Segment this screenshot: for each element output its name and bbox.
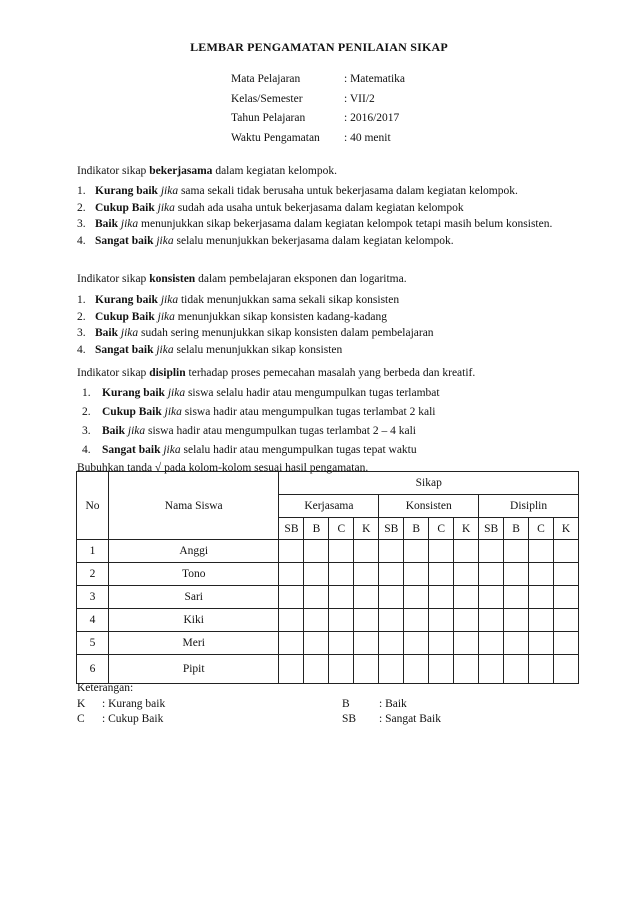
table-row bbox=[77, 563, 579, 586]
legend bbox=[77, 681, 497, 727]
header-no: No bbox=[77, 472, 109, 540]
legend-key: K bbox=[77, 698, 86, 710]
checkmark-cell[interactable] bbox=[329, 655, 354, 684]
checkmark-cell[interactable] bbox=[354, 609, 379, 632]
legend-key: C bbox=[77, 713, 85, 725]
checkmark-cell[interactable] bbox=[404, 540, 429, 563]
meta-value: : VII/2 bbox=[344, 92, 375, 105]
checkmark-cell[interactable] bbox=[404, 563, 429, 586]
checkmark-cell[interactable] bbox=[279, 655, 304, 684]
meta-value: : Matematika bbox=[344, 73, 405, 85]
checkmark-cell[interactable] bbox=[553, 586, 578, 609]
checkmark-cell[interactable] bbox=[404, 655, 429, 684]
indicator-konsisten bbox=[77, 271, 579, 358]
item-number: 2. bbox=[77, 201, 86, 214]
item-level: Sangat baik bbox=[102, 444, 161, 456]
item-text: sudah sering menunjukkan sikap konsisten dalam pembelajaran bbox=[138, 327, 434, 339]
checkmark-cell[interactable] bbox=[279, 563, 304, 586]
header-level: B bbox=[404, 518, 429, 540]
checkmark-cell[interactable] bbox=[379, 609, 404, 632]
table-body bbox=[77, 540, 579, 684]
checkmark-cell[interactable] bbox=[354, 586, 379, 609]
checkmark-cell[interactable] bbox=[304, 586, 329, 609]
checkmark-cell[interactable] bbox=[429, 655, 454, 684]
item-text: sudah ada usaha untuk bekerjasama dalam kegiatan kelompok bbox=[174, 201, 464, 214]
header-level: K bbox=[454, 518, 479, 540]
checkmark-cell[interactable] bbox=[379, 655, 404, 684]
checkmark-cell[interactable] bbox=[279, 586, 304, 609]
item-number: 2. bbox=[82, 406, 91, 418]
item-number: 1. bbox=[77, 185, 86, 197]
meta-value: : 40 menit bbox=[344, 131, 391, 144]
heading-prefix: Indikator sikap bbox=[77, 367, 150, 379]
legend-row bbox=[77, 712, 497, 727]
list-item bbox=[82, 403, 579, 422]
cell-student-name: Sari bbox=[108, 586, 279, 609]
list-item bbox=[77, 216, 579, 233]
header-level: SB bbox=[479, 518, 504, 540]
list-item bbox=[77, 183, 579, 200]
list-item bbox=[82, 384, 579, 403]
item-jika: jika bbox=[160, 444, 181, 456]
heading-suffix: dalam pembelajaran eksponen dan logaritma. bbox=[195, 273, 407, 285]
item-text: siswa selalu hadir atau mengumpulkan tugas terlambat bbox=[185, 387, 440, 399]
checkmark-cell[interactable] bbox=[429, 609, 454, 632]
checkmark-cell[interactable] bbox=[529, 632, 554, 655]
checkmark-cell[interactable] bbox=[279, 609, 304, 632]
heading-suffix: dalam kegiatan kelompok. bbox=[212, 165, 337, 177]
checkmark-cell[interactable] bbox=[479, 609, 504, 632]
checkmark-cell[interactable] bbox=[354, 563, 379, 586]
header-level: C bbox=[429, 518, 454, 540]
page-title: LEMBAR PENGAMATAN PENILAIAN SIKAP bbox=[190, 40, 448, 54]
legend-key: SB bbox=[342, 713, 357, 725]
checkmark-cell[interactable] bbox=[529, 609, 554, 632]
heading-suffix: terhadap proses pemecahan masalah yang berbeda dan kreatif. bbox=[185, 367, 476, 379]
cell-no: 3 bbox=[77, 586, 109, 609]
item-level: Kurang baik bbox=[95, 185, 158, 197]
header-group: Kerjasama bbox=[279, 495, 379, 518]
checkmark-cell[interactable] bbox=[379, 586, 404, 609]
item-jika: jika bbox=[164, 387, 186, 399]
cell-no: 6 bbox=[77, 655, 109, 684]
list-item bbox=[77, 233, 579, 250]
item-number: 4. bbox=[82, 444, 91, 456]
item-jika: jika bbox=[118, 327, 139, 339]
item-number: 1. bbox=[82, 387, 91, 399]
legend-title: Keterangan: bbox=[77, 682, 134, 694]
heading-keyword: disiplin bbox=[149, 367, 186, 379]
meta-row bbox=[231, 109, 405, 129]
cell-student-name: Kiki bbox=[108, 609, 279, 632]
checkmark-cell[interactable] bbox=[329, 586, 354, 609]
header-group: Konsisten bbox=[379, 495, 479, 518]
checkmark-cell[interactable] bbox=[553, 540, 578, 563]
list-item bbox=[77, 200, 579, 217]
item-number: 3. bbox=[77, 327, 86, 339]
item-text: sama sekali tidak berusaha untuk bekerjasama dalam kegiatan kelompok. bbox=[178, 185, 518, 197]
item-jika: jika bbox=[153, 343, 174, 356]
item-jika: jika bbox=[125, 425, 146, 437]
checkmark-cell[interactable] bbox=[354, 655, 379, 684]
meta-row bbox=[231, 129, 405, 149]
checkmark-cell[interactable] bbox=[529, 563, 554, 586]
legend-value: : Baik bbox=[379, 698, 407, 710]
header-sikap: Sikap bbox=[279, 472, 579, 495]
checkmark-cell[interactable] bbox=[304, 632, 329, 655]
checkmark-cell[interactable] bbox=[553, 632, 578, 655]
checkmark-cell[interactable] bbox=[404, 586, 429, 609]
meta-row bbox=[231, 90, 405, 110]
checkmark-cell[interactable] bbox=[479, 586, 504, 609]
item-text: menunjukkan sikap bekerjasama dalam kegiatan kelompok tetapi masih belum konsisten. bbox=[138, 218, 553, 230]
header-level: B bbox=[304, 518, 329, 540]
header-level: K bbox=[354, 518, 379, 540]
table-row bbox=[77, 609, 579, 632]
item-text: siswa hadir atau mengumpulkan tugas terlambat 2 – 4 kali bbox=[145, 425, 416, 437]
checkmark-cell[interactable] bbox=[553, 655, 578, 684]
checkmark-cell[interactable] bbox=[479, 632, 504, 655]
heading-prefix: Indikator sikap bbox=[77, 165, 150, 177]
item-text: menunjukkan sikap konsisten kadang-kadang bbox=[174, 310, 387, 323]
cell-student-name: Meri bbox=[108, 632, 279, 655]
checkmark-cell[interactable] bbox=[504, 609, 529, 632]
checkmark-cell[interactable] bbox=[329, 540, 354, 563]
meta-row bbox=[231, 70, 405, 90]
checkmark-cell[interactable] bbox=[479, 655, 504, 684]
checkmark-cell[interactable] bbox=[454, 655, 479, 684]
meta-key: Waktu Pengamatan bbox=[231, 131, 320, 144]
table-header-row bbox=[77, 472, 579, 495]
item-jika: jika bbox=[161, 406, 182, 418]
cell-student-name: Tono bbox=[108, 563, 279, 586]
checkmark-cell[interactable] bbox=[379, 540, 404, 563]
legend-value: : Kurang baik bbox=[102, 698, 166, 710]
item-text: selalu menunjukkan bekerjasama dalam kegiatan kelompok. bbox=[173, 234, 454, 247]
item-number: 3. bbox=[77, 218, 86, 230]
indicator-heading bbox=[77, 163, 579, 180]
item-number: 2. bbox=[77, 310, 86, 323]
cell-no: 2 bbox=[77, 563, 109, 586]
checkmark-cell[interactable] bbox=[479, 563, 504, 586]
item-level: Sangat baik bbox=[95, 234, 154, 247]
checkmark-cell[interactable] bbox=[279, 632, 304, 655]
checkmark-cell[interactable] bbox=[429, 632, 454, 655]
checkmark-cell[interactable] bbox=[329, 609, 354, 632]
list-item bbox=[77, 342, 579, 359]
checkmark-cell[interactable] bbox=[304, 609, 329, 632]
checkmark-cell[interactable] bbox=[454, 586, 479, 609]
item-level: Sangat baik bbox=[95, 343, 154, 356]
checkmark-cell[interactable] bbox=[354, 632, 379, 655]
heading-keyword: konsisten bbox=[149, 273, 196, 285]
checkmark-cell[interactable] bbox=[429, 586, 454, 609]
checkmark-cell[interactable] bbox=[304, 540, 329, 563]
checkmark-cell[interactable] bbox=[454, 540, 479, 563]
indicator-bekerjasama bbox=[77, 163, 579, 249]
checkmark-cell[interactable] bbox=[504, 586, 529, 609]
header-level: C bbox=[529, 518, 554, 540]
checkmark-cell[interactable] bbox=[429, 563, 454, 586]
indicator-disiplin bbox=[77, 365, 579, 477]
checkmark-cell[interactable] bbox=[429, 540, 454, 563]
item-number: 4. bbox=[77, 234, 86, 247]
header-level: SB bbox=[279, 518, 304, 540]
cell-student-name: Pipit bbox=[108, 655, 279, 684]
observation-table bbox=[76, 471, 579, 684]
list-item bbox=[77, 292, 579, 309]
checkmark-cell[interactable] bbox=[404, 609, 429, 632]
item-jika: jika bbox=[157, 294, 179, 306]
item-level: Cukup Baik bbox=[95, 310, 155, 323]
cell-no: 5 bbox=[77, 632, 109, 655]
item-text: tidak menunjukkan sama sekali sikap konsisten bbox=[178, 294, 400, 306]
header-name: Nama Siswa bbox=[108, 472, 279, 540]
checkmark-cell[interactable] bbox=[304, 655, 329, 684]
item-jika: jika bbox=[157, 185, 179, 197]
cell-student-name: Anggi bbox=[108, 540, 279, 563]
meta-value: : 2016/2017 bbox=[344, 112, 400, 124]
table-row bbox=[77, 655, 579, 684]
item-level: Kurang baik bbox=[95, 294, 158, 306]
item-level: Kurang baik bbox=[102, 387, 165, 399]
heading-prefix: Indikator sikap bbox=[77, 273, 150, 285]
checkmark-cell[interactable] bbox=[553, 609, 578, 632]
item-level: Baik bbox=[95, 327, 119, 339]
list-item bbox=[82, 441, 579, 460]
checkmark-cell[interactable] bbox=[279, 540, 304, 563]
table-row bbox=[77, 540, 579, 563]
legend-value: : Sangat Baik bbox=[379, 713, 441, 725]
checkmark-cell[interactable] bbox=[454, 632, 479, 655]
list-item bbox=[77, 325, 579, 342]
checkmark-cell[interactable] bbox=[329, 563, 354, 586]
checkmark-cell[interactable] bbox=[529, 540, 554, 563]
item-jika: jika bbox=[154, 310, 175, 323]
item-number: 1. bbox=[77, 294, 86, 306]
instruction: Bubuhkan tanda √ pada kolom-kolom sesuai hasil pengamatan. bbox=[77, 462, 369, 474]
checkmark-cell[interactable] bbox=[329, 632, 354, 655]
checkmark-cell[interactable] bbox=[529, 655, 554, 684]
header-level: K bbox=[553, 518, 578, 540]
item-text: selalu hadir atau mengumpulkan tugas tepat waktu bbox=[180, 444, 417, 456]
checkmark-cell[interactable] bbox=[304, 563, 329, 586]
item-jika: jika bbox=[154, 201, 175, 214]
meta-key: Mata Pelajaran bbox=[231, 73, 301, 85]
checkmark-cell[interactable] bbox=[504, 632, 529, 655]
checkmark-cell[interactable] bbox=[379, 563, 404, 586]
item-jika: jika bbox=[118, 218, 139, 230]
legend-key: B bbox=[342, 698, 350, 710]
header-group: Disiplin bbox=[479, 495, 579, 518]
checkmark-cell[interactable] bbox=[504, 655, 529, 684]
item-level: Baik bbox=[102, 425, 126, 437]
item-text: siswa hadir atau mengumpulkan tugas terlambat 2 kali bbox=[181, 406, 436, 418]
legend-row bbox=[77, 697, 497, 712]
table-row bbox=[77, 632, 579, 655]
heading-keyword: bekerjasama bbox=[149, 165, 213, 177]
legend-value: : Cukup Baik bbox=[102, 713, 164, 725]
indicator-heading bbox=[77, 271, 579, 288]
indicator-heading bbox=[77, 365, 579, 382]
item-level: Baik bbox=[95, 218, 119, 230]
checkmark-cell[interactable] bbox=[479, 540, 504, 563]
list-item bbox=[77, 309, 579, 326]
meta-key: Tahun Pelajaran bbox=[231, 112, 306, 124]
checkmark-cell[interactable] bbox=[404, 632, 429, 655]
checkmark-cell[interactable] bbox=[504, 563, 529, 586]
item-number: 3. bbox=[82, 425, 91, 437]
item-text: selalu menunjukkan sikap konsisten bbox=[173, 343, 343, 356]
checkmark-cell[interactable] bbox=[553, 563, 578, 586]
item-jika: jika bbox=[153, 234, 174, 247]
checkmark-cell[interactable] bbox=[529, 586, 554, 609]
checkmark-cell[interactable] bbox=[504, 540, 529, 563]
cell-no: 4 bbox=[77, 609, 109, 632]
checkmark-cell[interactable] bbox=[379, 632, 404, 655]
checkmark-cell[interactable] bbox=[454, 563, 479, 586]
header-level: C bbox=[329, 518, 354, 540]
checkmark-cell[interactable] bbox=[454, 609, 479, 632]
item-level: Cukup Baik bbox=[102, 406, 162, 418]
header-level: B bbox=[504, 518, 529, 540]
table-row bbox=[77, 586, 579, 609]
item-level: Cukup Baik bbox=[95, 201, 155, 214]
meta-info bbox=[231, 70, 405, 148]
list-item bbox=[82, 422, 579, 441]
meta-key: Kelas/Semester bbox=[231, 92, 303, 105]
item-number: 4. bbox=[77, 343, 86, 356]
cell-no: 1 bbox=[77, 540, 109, 563]
checkmark-cell[interactable] bbox=[354, 540, 379, 563]
header-level: SB bbox=[379, 518, 404, 540]
